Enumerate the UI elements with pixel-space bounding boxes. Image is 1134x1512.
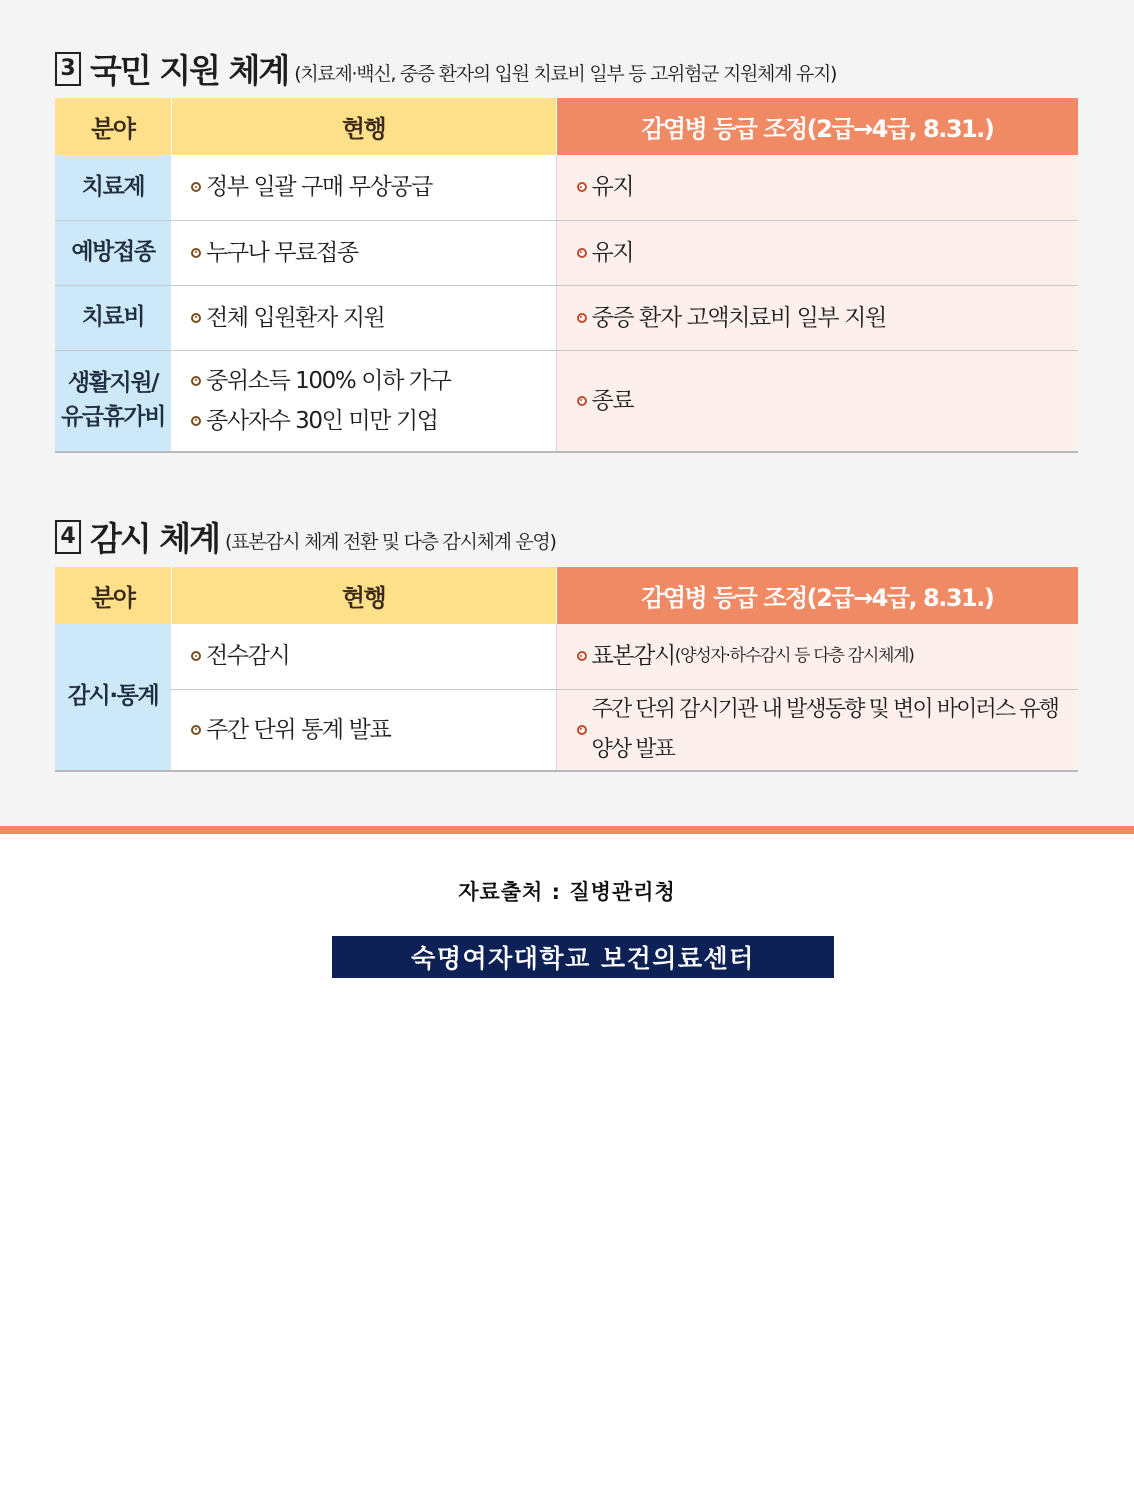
row-field: 감시·통계 — [55, 624, 171, 771]
row-current — [171, 624, 556, 689]
row-change — [556, 220, 1078, 285]
section4-number: 4 — [55, 520, 81, 554]
bullet-icon — [191, 651, 201, 661]
section3-heading — [55, 45, 836, 92]
change-text: 중증 환자 고액치료비 일부 지원 — [591, 304, 886, 331]
organization-banner: 숙명여자대학교 보건의료센터 — [332, 936, 834, 978]
change-text: 유지 — [591, 239, 634, 266]
section3-subtitle: (치료제·백신, 중증 환자의 입원 치료비 일부 등 고위험군 지원체계 유지) — [294, 63, 837, 85]
bullet-icon — [191, 313, 201, 323]
bullet-icon — [191, 182, 201, 192]
current-text: 전수감시 — [206, 643, 290, 670]
field-line: 생활지원/ — [67, 370, 159, 397]
row-change — [556, 689, 1078, 771]
source-credit: 자료출처 : 질병관리청 — [458, 880, 676, 904]
header-change: 감염병 등급 조정(2급→4급, 8.31.) — [556, 98, 1078, 155]
current-text: 정부 일괄 구매 무상공급 — [206, 174, 432, 201]
header-change: 감염병 등급 조정(2급→4급, 8.31.) — [556, 567, 1078, 624]
current-text: 주간 단위 통계 발표 — [206, 716, 391, 743]
bullet-icon — [191, 248, 201, 258]
bullet-icon — [191, 725, 201, 735]
bullet-icon — [577, 651, 587, 661]
divider-line — [0, 826, 1134, 834]
current-text: 전체 입원환자 지원 — [206, 304, 385, 331]
section4-heading — [55, 513, 556, 560]
change-text: 유지 — [591, 174, 634, 201]
row-field: 치료비 — [55, 285, 171, 350]
header-current: 현행 — [171, 567, 556, 624]
table-row — [55, 285, 1078, 350]
table-row — [55, 350, 1078, 452]
table-row — [55, 624, 1078, 689]
header-field: 분야 — [55, 98, 171, 155]
bullet-icon — [191, 376, 201, 386]
section4-subtitle: (표본감시 체계 전환 및 다층 감시체계 운영) — [225, 531, 556, 553]
header-field: 분야 — [55, 567, 171, 624]
row-current — [171, 155, 556, 220]
row-field: 치료제 — [55, 155, 171, 220]
bullet-icon — [577, 248, 587, 258]
row-field: 예방접종 — [55, 220, 171, 285]
row-field — [55, 350, 171, 452]
row-change — [556, 624, 1078, 689]
change-note: (양성자·하수감시 등 다층 감시체계) — [674, 646, 914, 667]
row-current — [171, 285, 556, 350]
row-current — [171, 220, 556, 285]
table-row — [55, 220, 1078, 285]
change-text: 종료 — [591, 387, 634, 414]
bullet-icon — [191, 416, 201, 426]
table-header-row — [55, 567, 1078, 624]
row-current — [171, 350, 556, 452]
bullet-icon — [577, 182, 587, 192]
section4-table — [55, 567, 1078, 772]
row-change — [556, 155, 1078, 220]
bullet-icon — [577, 313, 587, 323]
header-current: 현행 — [171, 98, 556, 155]
current-text: 누구나 무료접종 — [206, 239, 358, 266]
row-change — [556, 285, 1078, 350]
current-text: 종사자수 30인 미만 기업 — [206, 407, 438, 434]
change-text: 표본감시 — [591, 643, 675, 670]
section3-table — [55, 98, 1078, 453]
section4-title: 감시 체계 — [90, 519, 220, 558]
section3-title: 국민 지원 체계 — [90, 51, 289, 90]
table-row — [55, 689, 1078, 771]
table-header-row — [55, 98, 1078, 155]
section3-number: 3 — [55, 52, 81, 86]
current-text: 중위소득 100% 이하 가구 — [206, 367, 451, 394]
row-change — [556, 350, 1078, 452]
table-row — [55, 155, 1078, 220]
bullet-icon — [577, 396, 587, 406]
row-current — [171, 689, 556, 771]
change-text: 주간 단위 감시기관 내 발생동향 및 변이 바이러스 유행 양상 발표 — [591, 696, 1058, 762]
field-line: 유급휴가비 — [60, 403, 166, 430]
bullet-icon — [577, 725, 587, 735]
